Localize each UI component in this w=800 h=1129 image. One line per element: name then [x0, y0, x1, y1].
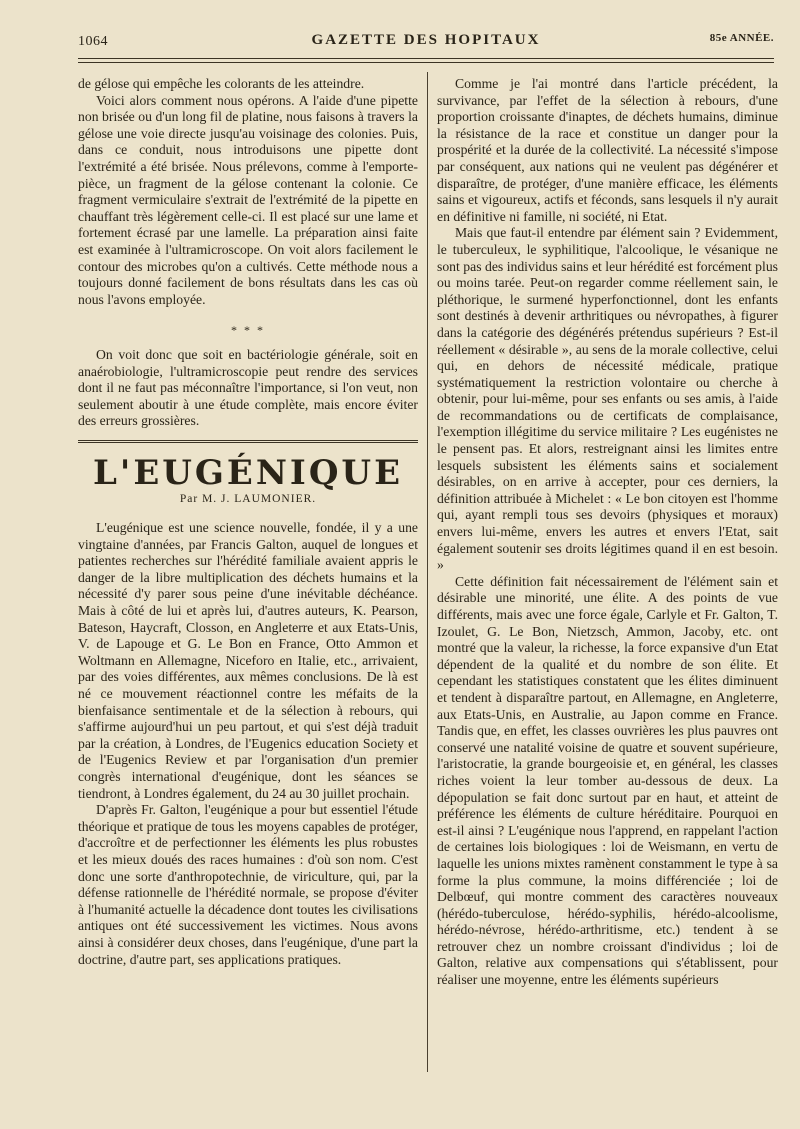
- paragraph: L'eugénique est une science nouvelle, fondée, il y a une vingtaine d'années, par Francis Galton, auquel de longues et patientes recherches sur l'hérédité familiale avaient appris le danger de la libre multiplication des déchets humains et la nécessité d'y parer sous peine d'une inévitable déchéance. Mais à côté de lui et après lui, d'autres auteurs, K. Pearson, Bateson, Haycraft, Closson, en Angleterre et aux Etats-Unis, V. de Lapouge et G. Le Bon en France, Otto Ammon et Woltmann en Allemagne, Niceforo en Italie, etc., arrivaient, par des voies différentes, aux mêmes conclusions. De là est né ce mouvement réactionnel contre les méfaits de la bienfaisance sentimentale et de la sélection à rebours, qui s'affirme aujourd'hui un peu partout, et qui s'est déjà traduit par la création, à Londres, de l'Eugenics education Society et de l'Eugenics Review et par l'organisation d'un premier congrès international d'eugénique, dont les séances se tiendront, à Londres également, du 24 au 30 juillet prochain.: [78, 520, 418, 801]
- section-star: * * *: [231, 323, 265, 338]
- journal-title: GAZETTE DES HOPITAUX: [311, 32, 541, 48]
- paragraph: de gélose qui empêche les colorants de les atteindre.: [78, 76, 365, 91]
- right-column: [437, 76, 778, 989]
- left-column: [78, 76, 418, 968]
- page-number: 1064: [78, 34, 108, 49]
- page-header: [78, 30, 774, 52]
- article-title: L'EUGÉNIQUE: [93, 452, 403, 493]
- header-rule-secondary: [78, 62, 774, 63]
- column-divider: [427, 72, 428, 1072]
- paragraph: Cette définition fait nécessairement de l'élément sain et désirable une minorité, une élite. A des points de vue différents, mais avec une force égale, Carlyle et Fr. Galton, T. Izoulet, G. Le Bon, Nietzsch, Ammon, Jacoby, etc. ont montré que la valeur, la richesse, la force expansive d'un Etat dépendent de la qualité et du nombre de son élite. Et cependant les statistiques constatent que les élites diminuent et tendent à disparaître partout, en Allemagne, en Angleterre, aux Etats-Unis, en Australie, au Japon comme en France. Tandis que, en effet, les classes ouvrières les plus pauvres ont conservé une natalité voisine de quatre et souvent supérieure, l'aristocratie, la grande bourgeoisie et, en général, les classes riches voient la leur tomber au-dessous de deux. La dépopulation se fait donc surtout par en haut, et atteint de préférence les éléments de culture héréditaire. Pourquoi en est-il ainsi ? L'eugénique nous l'apprend, en rappelant l'action de certaines lois biologiques : loi de Weismann, en vertu de laquelle les unions mixtes ramènent constamment le type à sa forme la plus commune, la moins différenciée ; loi de Delbœuf, qui montre comment des caractères nouveaux (hérédo-tuberculose, hérédo-syphilis, hérédo-alcoolisme, hérédo-névrose, hérédo-arthritisme, etc.) tendent à se retrouver chez un nombre croissant d'individus ; loi de Galton, relative aux compensations qui s'établissent, pour réaliser une moyenne, entre les éléments supérieurs: [437, 573, 778, 988]
- paragraph: On voit donc que soit en bactériologie générale, soit en anaérobiologie, l'ultramicroscopie peut rendre des services dont il ne faut pas méconnaître l'importance, si l'on veut, non seulement aboutir à une étude complète, mais encore éviter des erreurs grossières.: [78, 346, 418, 429]
- header-rule: [78, 58, 774, 59]
- paragraph: Voici alors comment nous opérons. A l'aide d'une pipette non brisée ou d'un long fil de platine, nous faisons à travers la gélose une voie directe jusqu'au voisinage des colonies. Puis, dans ce conduit, nous introduisons une pipette dont l'extrémité a été brisée. Nous prélevons, comme à l'emporte-pièce, un fragment de la gélose contenant la colonie. Ce fragment vermiculaire s'extrait de l'extrémité de la pipette en chauffant très légèrement celle-ci. Il est placé sur une lame et fortement écrasé par une lamelle. La préparation ainsi faite est examinée à l'ultramicroscope. On voit alors facilement le contour des microbes qu'on a cultivés. Cette méthode nous a toujours donné facilement de bons résultats dans les cas où nous l'avons employée.: [78, 92, 418, 307]
- article-byline: Par M. J. LAUMONIER.: [179, 493, 317, 506]
- year-label: 85e ANNÉE.: [709, 32, 774, 44]
- paragraph: Mais que faut-il entendre par élément sain ? Evidemment, le tuberculeux, le syphilitique, l'alcoolique, le vésanique ne sont pas des individus sains et leur hérédité est forcément plus ou moins tarée. Peut-on regarder comme réellement sain, le pléthorique, le surmené hyperfonctionnel, dont les enfants sont destinés à devenir arthritiques ou névropathes, à figurer dans la catégorie des dégénérés prétendus supérieurs ? Est-il réellement « désirable », au sens de la morale collective, celui qui, en dehors de nécessité médicale, pratique systématiquement la restriction volontaire ou cherche à obtenir, pour lui-même, pour ses enfants ou ses amis, à l'aide de recommandations ou de certificats de complaisance, l'exemption illégitime du service militaire ? Les eugénistes ne le pensent pas. Et alors, restreignant ainsi les limites entre lesquels subsistent les éléments sains et socialement désirables, on en arrive à accepter, pour ces derniers, la définition attribuée à Michelet : « Le bon citoyen est l'homme qui, ayant rempli tous ses devoirs (physiques et moraux) envers lui-même, envers les autres et envers l'Etat, sait également soutenir ses droits légitimes quand il en est besoin. »: [437, 225, 778, 573]
- article-separator: [78, 440, 418, 443]
- paragraph: Comme je l'ai montré dans l'article précédent, la survivance, par l'effet de la sélection à rebours, d'une proportion croissante d'inaptes, de déchets humains, diminue la résistance de la race et constitue un danger pour la prospérité et la durée de la collectivité. La nécessité s'impose par conséquent, aux nations qui ne veulent pas dégénérer et disparaître, de protéger, d'une manière efficace, les éléments sains et vigoureux, actifs et féconds, sans lesquels il n'y aurait en définitive ni famille, ni société, ni Etat.: [437, 76, 778, 224]
- paragraph: D'après Fr. Galton, l'eugénique a pour but essentiel l'étude théorique et pratique de tous les moyens capables de protéger, d'accroître et de perfectionner les éléments les plus robustes et les mieux doués des races humaines : d'où son nom. C'est donc une sorte d'anthropotechnie, de viriculture, qui, par la défense rationnelle de l'hérédité normale, se propose d'éviter à l'humanité actuelle la décadence dont toutes les civilisations antiques ont été successivement les victimes. Nous avons ainsi à considérer deux choses, dans l'eugénique, d'une part la doctrine, d'autre part, ses applications pratiques.: [78, 802, 418, 967]
